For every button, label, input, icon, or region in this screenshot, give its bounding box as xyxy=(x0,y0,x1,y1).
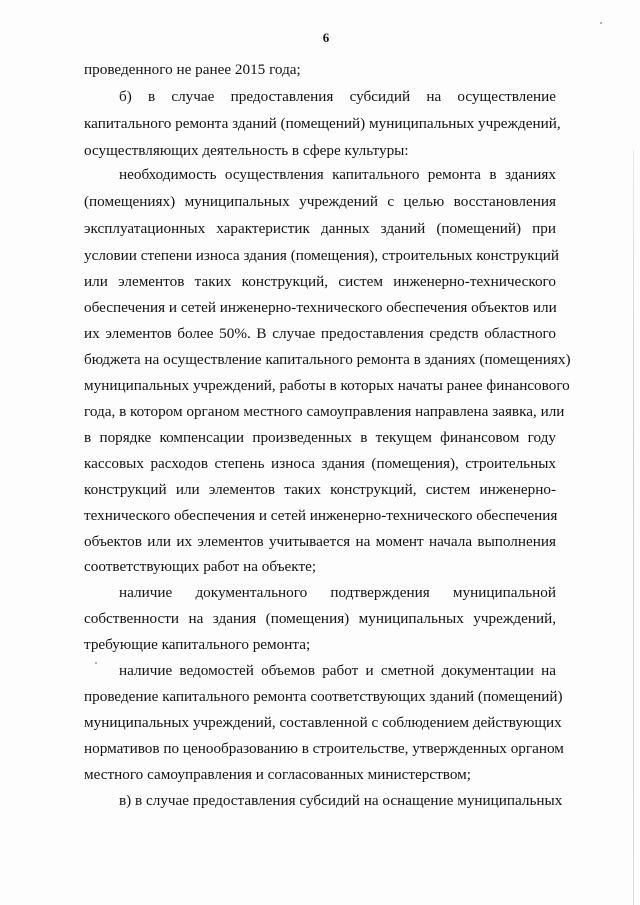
text-line: в) в случае предоставления субсидий на оснащение муниципальных xyxy=(119,792,563,809)
text-line: кассовых расходов степень износа здания (помещения), строительных xyxy=(84,455,556,472)
text-line: или элементов таких конструкций, систем инженерно-технического xyxy=(84,273,556,290)
text-line: капитального ремонта зданий (помещений) муниципальных учреждений, xyxy=(84,115,561,132)
text-line: обеспечения и сетей инженерно-технического обеспечения объектов или xyxy=(84,299,557,316)
text-line: требующие капитального ремонта; xyxy=(84,636,311,653)
text-line: технического обеспечения и сетей инженерно-технического обеспечения xyxy=(84,507,558,524)
text-line: (помещениях) муниципальных учреждений с целью восстановления xyxy=(84,193,556,210)
text-line: их элементов более 50%. В случае предоставления средств областного xyxy=(84,325,556,342)
text-line: муниципальных учреждений, работы в которых начаты ранее финансового xyxy=(84,377,570,394)
text-line: наличие документального подтверждения муниципальной xyxy=(119,584,556,601)
page-number: 6 xyxy=(322,30,330,45)
text-line: наличие ведомостей объемов работ и сметной документации на xyxy=(119,662,556,679)
scan-speck xyxy=(600,22,602,24)
text-line: конструкций или элементов таких конструкций, систем инженерно- xyxy=(84,481,556,498)
text-line: условии степени износа здания (помещения), строительных конструкций xyxy=(84,247,559,264)
text-line: собственности на здания (помещения) муниципальных учреждений, xyxy=(84,610,556,627)
text-line: бюджета на осуществление капитального ремонта в зданиях (помещениях) xyxy=(84,351,571,368)
text-line: б) в случае предоставления субсидий на осуществление xyxy=(119,88,556,105)
text-line: эксплуатационных характеристик данных зданий (помещений) при xyxy=(84,220,556,237)
text-line: проведенного не ранее 2015 года; xyxy=(84,61,301,78)
text-line: муниципальных учреждений, составленной с соблюдением действующих xyxy=(84,714,562,731)
text-line: объектов или их элементов учитывается на момент начала выполнения xyxy=(84,533,556,550)
scan-speck xyxy=(95,662,97,664)
text-line: года, в котором органом местного самоуправления направлена заявка, или xyxy=(84,403,565,420)
text-line: нормативов по ценообразованию в строительстве, утвержденных органом xyxy=(84,740,564,757)
text-line: соответствующих работ на объекте; xyxy=(84,558,317,575)
text-line: необходимость осуществления капитального ремонта в зданиях xyxy=(119,166,556,183)
text-line: местного самоуправления и согласованных министерством; xyxy=(84,766,471,783)
text-line: проведение капитального ремонта соответствующих зданий (помещений) xyxy=(84,688,563,705)
scan-edge-shadow xyxy=(633,150,634,905)
text-line: осуществляющих деятельность в сфере культуры: xyxy=(84,142,409,159)
text-line: в порядке компенсации произведенных в текущем финансовом году xyxy=(84,429,556,446)
